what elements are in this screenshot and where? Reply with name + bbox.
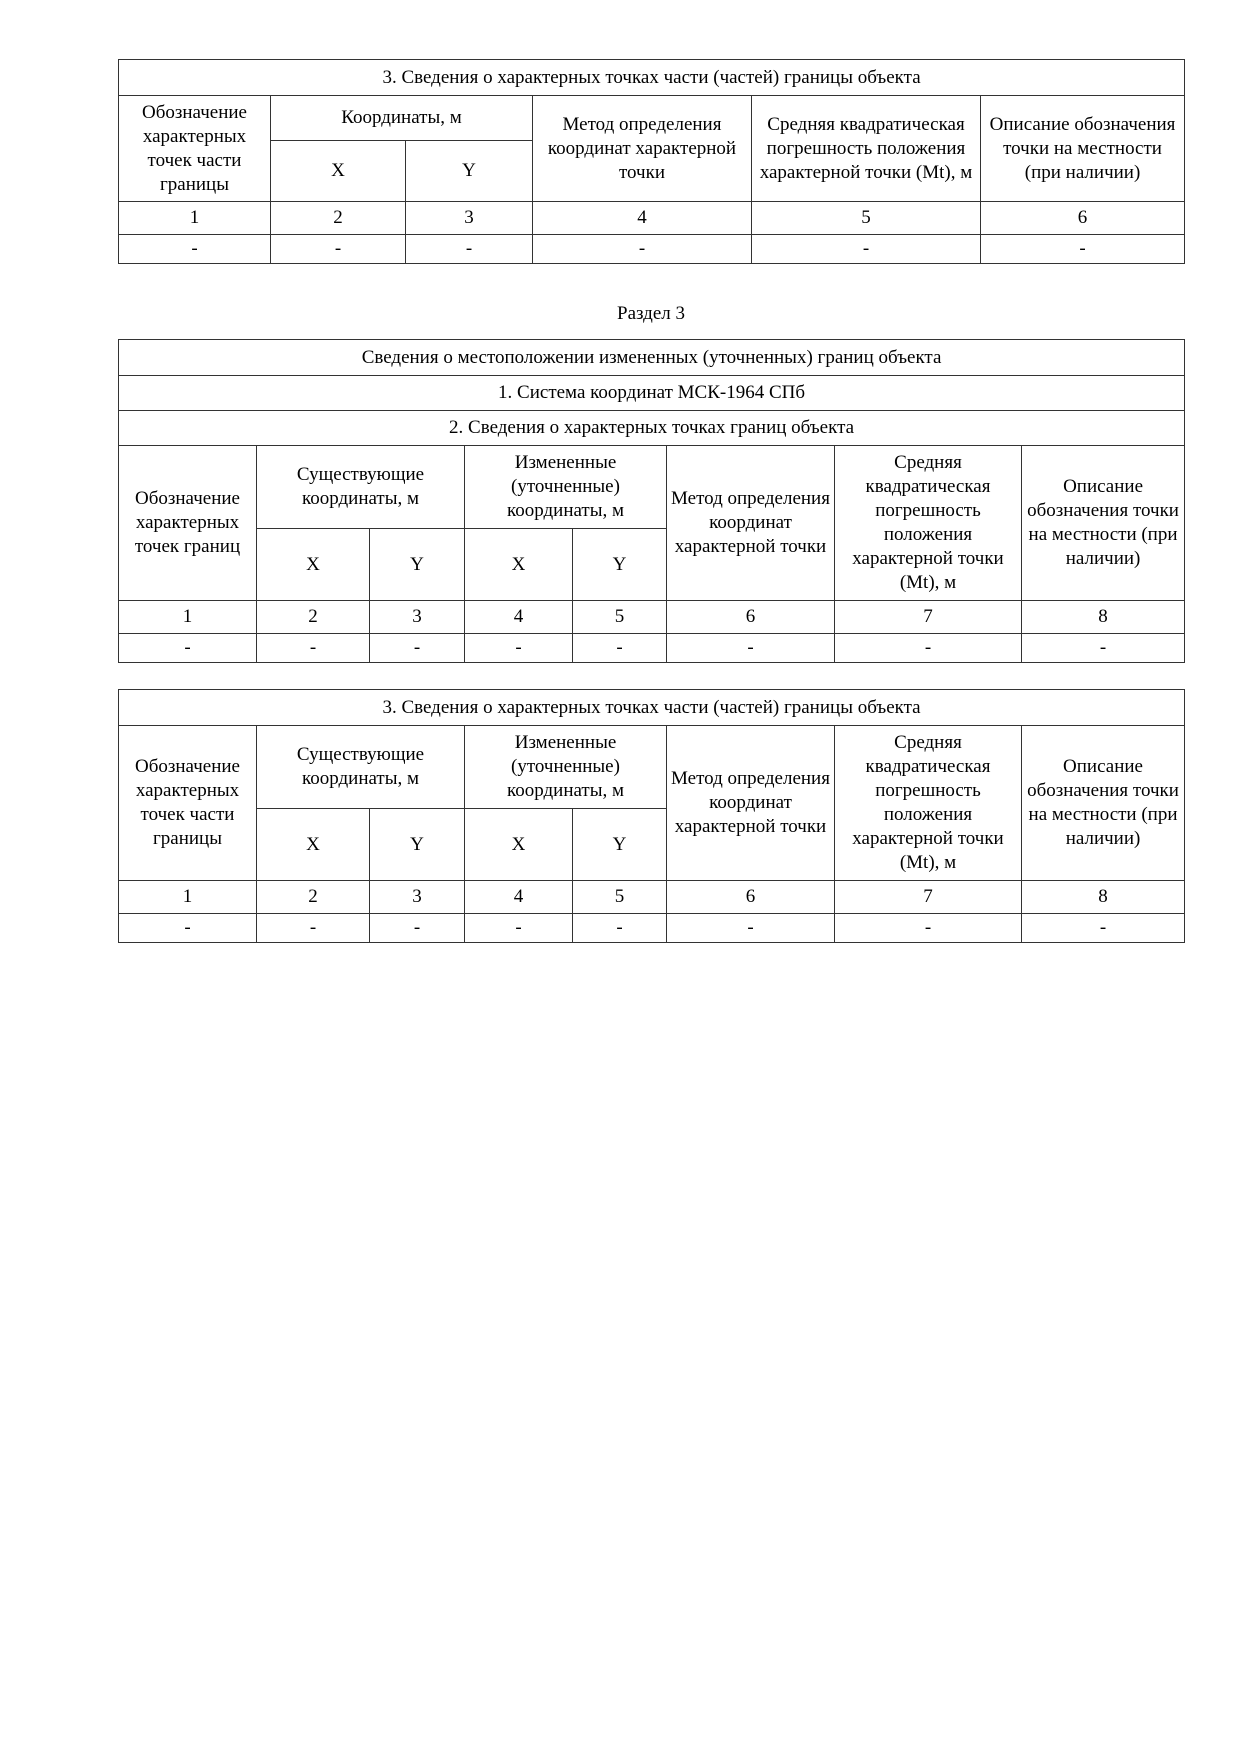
column-number: 8 <box>1022 601 1185 634</box>
header-x: X <box>271 141 406 202</box>
table-cell: - <box>370 634 465 663</box>
coordinate-system: 1. Система координат МСК-1964 СПб <box>119 376 1185 411</box>
header-description: Описание обозначения точки на местности (при наличии) <box>1022 726 1185 881</box>
header-method: Метод определения координат характерной точки <box>667 446 835 601</box>
column-number: 2 <box>271 202 406 235</box>
column-numbers-row <box>119 601 1185 634</box>
table-cell: - <box>573 914 667 943</box>
column-number: 6 <box>667 881 835 914</box>
table-cell: - <box>533 235 752 264</box>
table-cell: - <box>667 634 835 663</box>
column-number: 3 <box>370 881 465 914</box>
column-number: 4 <box>533 202 752 235</box>
table-title: 3. Сведения о характерных точках части (частей) границы объекта <box>119 60 1185 96</box>
header-coordinates: Координаты, м <box>271 96 533 141</box>
column-number: 8 <box>1022 881 1185 914</box>
column-number: 6 <box>981 202 1185 235</box>
column-number: 3 <box>406 202 533 235</box>
table-cell: - <box>835 634 1022 663</box>
part-boundary-points-table <box>118 59 1185 264</box>
header-changed-y: Y <box>573 809 667 881</box>
header-existing-x: X <box>257 529 370 601</box>
table-cell: - <box>271 235 406 264</box>
part-boundary-points-changed-table <box>118 689 1185 943</box>
column-number: 4 <box>465 601 573 634</box>
table-cell: - <box>465 914 573 943</box>
header-changed-coordinates: Измененные (уточненные) координаты, м <box>465 446 667 529</box>
header-designation: Обозначение характерных точек части границы <box>119 726 257 881</box>
table-cell: - <box>1022 914 1185 943</box>
header-error: Средняя квадратическая погрешность положения характерной точки (Mt), м <box>835 726 1022 881</box>
table-cell: - <box>981 235 1185 264</box>
section-title: Раздел 3 <box>617 303 685 324</box>
header-designation: Обозначение характерных точек границ <box>119 446 257 601</box>
boundary-points-table <box>118 339 1185 663</box>
header-changed-y: Y <box>573 529 667 601</box>
header-existing-coordinates: Существующие координаты, м <box>257 446 465 529</box>
table-cell: - <box>119 914 257 943</box>
table-cell: - <box>370 914 465 943</box>
column-number: 7 <box>835 881 1022 914</box>
header-designation: Обозначение характерных точек части границы <box>119 96 271 202</box>
table-row <box>119 914 1185 943</box>
header-y: Y <box>406 141 533 202</box>
header-existing-coordinates: Существующие координаты, м <box>257 726 465 809</box>
header-method: Метод определения координат характерной точки <box>533 96 752 202</box>
column-number: 3 <box>370 601 465 634</box>
table-cell: - <box>406 235 533 264</box>
header-changed-x: X <box>465 529 573 601</box>
header-existing-x: X <box>257 809 370 881</box>
column-number: 2 <box>257 601 370 634</box>
table-title: Сведения о местоположении измененных (уточненных) границ объекта <box>119 340 1185 376</box>
header-existing-y: Y <box>370 809 465 881</box>
column-number: 5 <box>573 601 667 634</box>
column-number: 7 <box>835 601 1022 634</box>
table-subtitle: 2. Сведения о характерных точках границ объекта <box>119 411 1185 446</box>
column-number: 5 <box>752 202 981 235</box>
column-numbers-row <box>119 202 1185 235</box>
column-number: 2 <box>257 881 370 914</box>
header-existing-y: Y <box>370 529 465 601</box>
column-number: 4 <box>465 881 573 914</box>
column-numbers-row <box>119 881 1185 914</box>
header-error: Средняя квадратическая погрешность положения характерной точки (Mt), м <box>835 446 1022 601</box>
table-cell: - <box>835 914 1022 943</box>
table-cell: - <box>257 634 370 663</box>
column-number: 6 <box>667 601 835 634</box>
header-error: Средняя квадратическая погрешность положения характерной точки (Mt), м <box>752 96 981 202</box>
header-description: Описание обозначения точки на местности (при наличии) <box>981 96 1185 202</box>
table-cell: - <box>752 235 981 264</box>
column-number: 1 <box>119 601 257 634</box>
table-row <box>119 235 1185 264</box>
table-title: 3. Сведения о характерных точках части (частей) границы объекта <box>119 690 1185 726</box>
header-method: Метод определения координат характерной точки <box>667 726 835 881</box>
column-number: 1 <box>119 202 271 235</box>
table-cell: - <box>1022 634 1185 663</box>
table-cell: - <box>465 634 573 663</box>
header-changed-coordinates: Измененные (уточненные) координаты, м <box>465 726 667 809</box>
column-number: 5 <box>573 881 667 914</box>
table-row <box>119 634 1185 663</box>
header-changed-x: X <box>465 809 573 881</box>
table-cell: - <box>667 914 835 943</box>
table-cell: - <box>257 914 370 943</box>
table-cell: - <box>119 634 257 663</box>
table-cell: - <box>573 634 667 663</box>
header-description: Описание обозначения точки на местности (при наличии) <box>1022 446 1185 601</box>
column-number: 1 <box>119 881 257 914</box>
table-cell: - <box>119 235 271 264</box>
